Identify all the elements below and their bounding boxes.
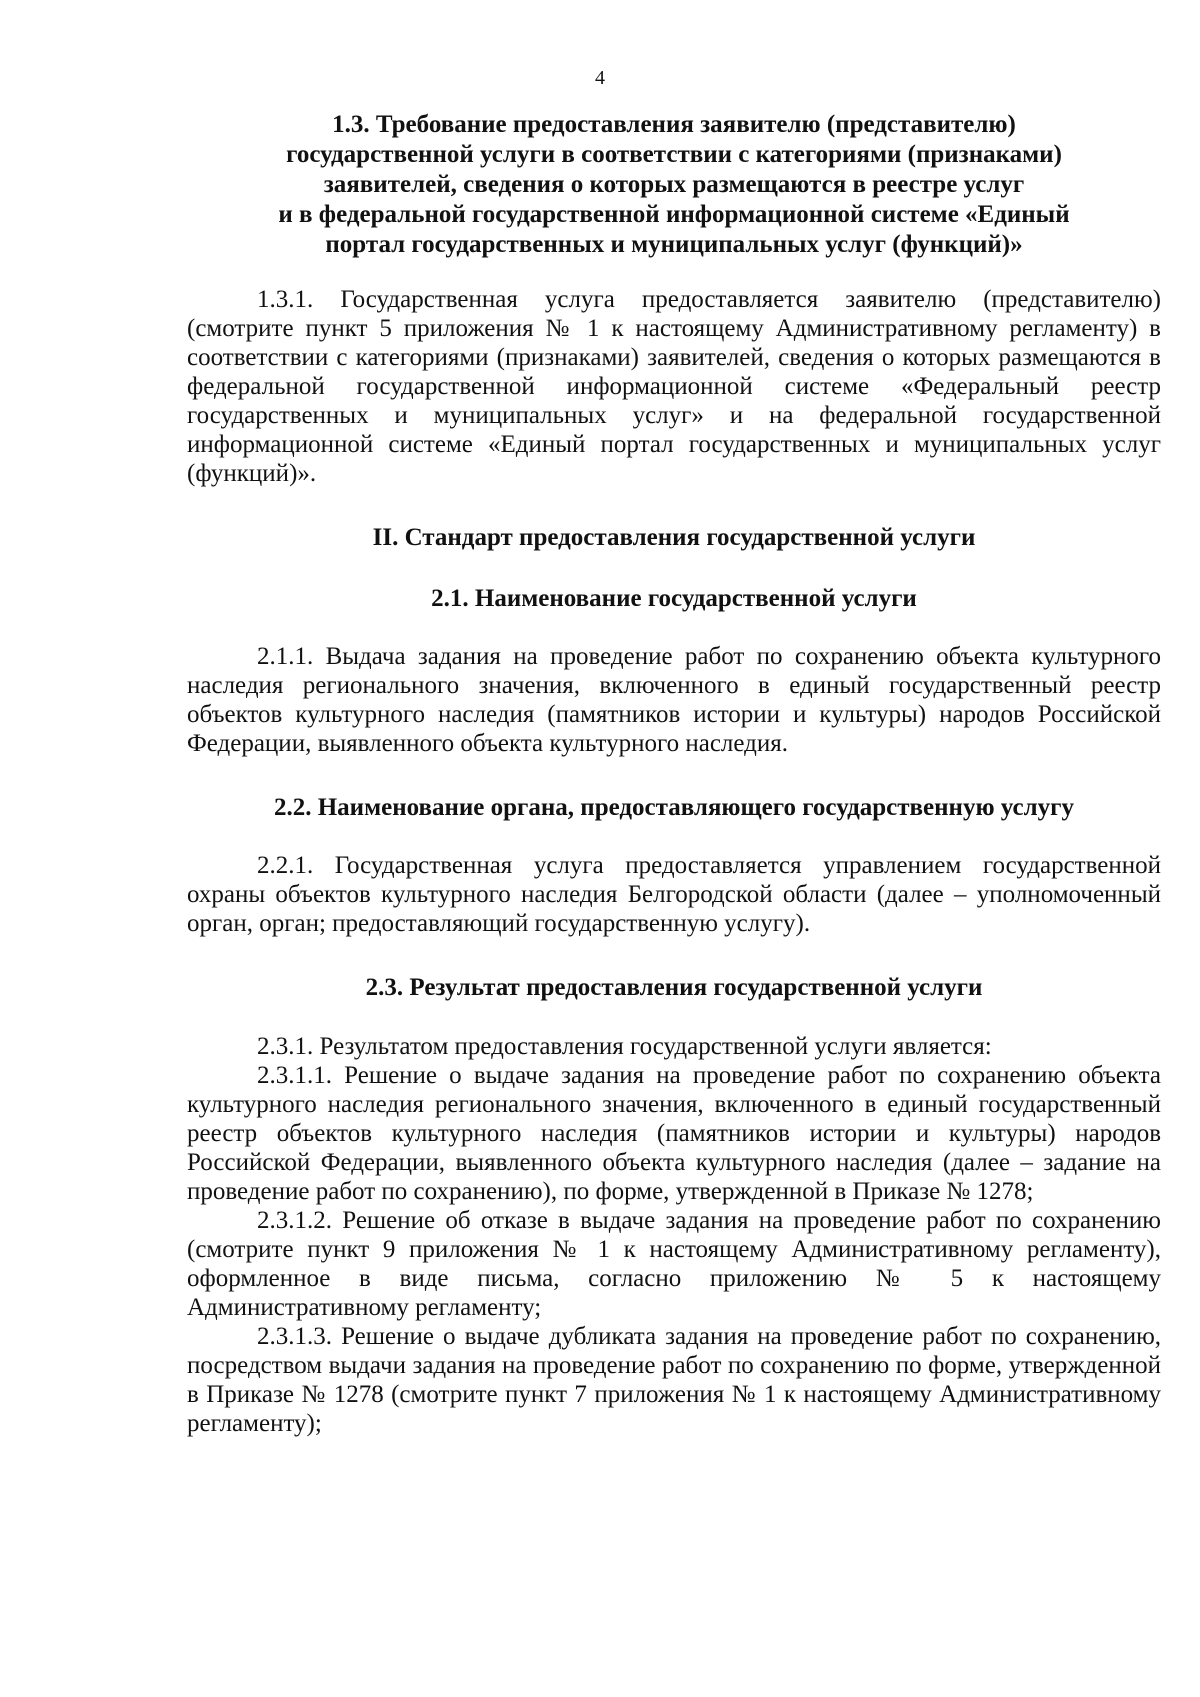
paragraph-2-3-1-1: 2.3.1.1. Решение о выдаче задания на проведение работ по сохранению объекта культурного наследия регионального значения, включенного в единый государственный реестр объектов культурного наследия (памятников истории и культуры) народов Российской Федерации, выявленного объекта культурного наследия (далее – задание на проведение работ по сохранению), по форме, утвержденной в Приказе № 1278; (187, 1062, 1161, 1205)
heading-line: заявителей, сведения о которых размещаются в реестре услуг (323, 171, 1025, 198)
heading-2-1: 2.1. Наименование государственной услуги (431, 585, 917, 612)
heading-2-3: 2.3. Результат предоставления государственной услуги (365, 974, 983, 1001)
document-body (187, 110, 1161, 1438)
paragraph-2-3-1-2: 2.3.1.2. Решение об отказе в выдаче задания на проведение работ по сохранению (смотрите пункт 9 приложения № 1 к настоящему Административному регламенту), оформленное в виде письма, согласно приложению № 5 к настоящему Административному регламенту; (187, 1207, 1161, 1321)
paragraph-2-2-1: 2.2.1. Государственная услуга предоставляется управлением государственной охраны объектов культурного наследия Белгородской области (далее – уполномоченный орган, орган; предоставляющий государственную услугу). (187, 852, 1161, 937)
heading-section-II: II. Стандарт предоставления государственной услуги (372, 524, 976, 551)
paragraph-1-3-1: 1.3.1. Государственная услуга предоставляется заявителю (представителю) (смотрите пункт 5 приложения № 1 к настоящему Административному регламенту) в соответствии с категориями (признаками) заявителей, сведения о которых размещаются в федеральной государственной информационной системе «Федеральный реестр государственных и муниципальных услуг» и на федеральной государственной информационной системе «Единый портал государственных и муниципальных услуг (функций)». (187, 286, 1161, 487)
paragraph-2-3-1: 2.3.1. Результатом предоставления государственной услуги является: (257, 1033, 992, 1060)
heading-line: портал государственных и муниципальных услуг (функций)» (325, 231, 1023, 258)
heading-1-3 (187, 110, 1161, 260)
heading-line: и в федеральной государственной информационной системе «Единый (278, 201, 1070, 228)
paragraph-2-3-1-3: 2.3.1.3. Решение о выдаче дубликата задания на проведение работ по сохранению, посредством выдачи задания на проведение работ по сохранению по форме, утвержденной в Приказе № 1278 (смотрите пункт 7 приложения № 1 к настоящему Административному регламенту); (187, 1323, 1161, 1437)
heading-line: 1.3. Требование предоставления заявителю (представителю) (332, 111, 1016, 138)
paragraph-2-1-1: 2.1.1. Выдача задания на проведение работ по сохранению объекта культурного наследия регионального значения, включенного в единый государственный реестр объектов культурного наследия (памятников истории и культуры) народов Российской Федерации, выявленного объекта культурного наследия. (187, 643, 1161, 757)
heading-2-2: 2.2. Наименование органа, предоставляющего государственную услугу (273, 794, 1075, 821)
page-number: 4 (595, 67, 605, 89)
heading-line: государственной услуги в соответствии с категориями (признаками) (286, 141, 1062, 168)
